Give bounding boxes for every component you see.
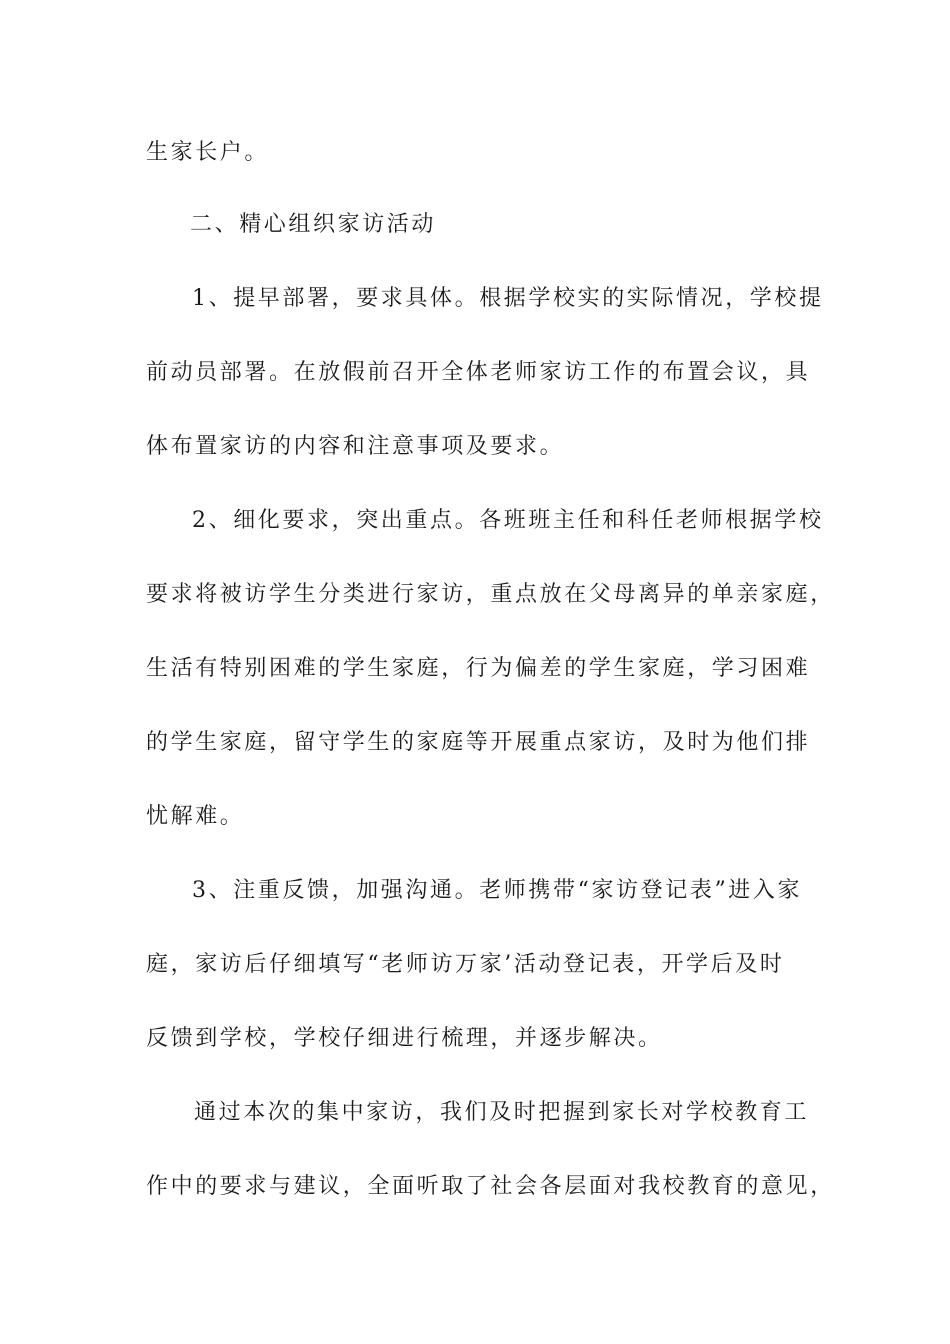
text-line: 2、细化要求，突出重点。各班班主任和科任老师根据学校 bbox=[192, 508, 824, 533]
text-line: 忧解难。 bbox=[146, 804, 245, 829]
text-line: 反馈到学校，学校仔细进行梳理，并逐步解决。 bbox=[146, 1026, 663, 1051]
text-line: 3、注重反馈，加强沟通。老师携带“家访登记表”进入家 bbox=[192, 878, 803, 903]
section-heading: 二、精心组织家访活动 bbox=[190, 212, 437, 237]
text-line: 生家长户。 bbox=[146, 140, 270, 165]
text-line: 作中的要求与建议，全面听取了社会各层面对我校教育的意见， bbox=[146, 1174, 835, 1199]
text-line: 要求将被访学生分类进行家访，重点放在父母离异的单亲家庭， bbox=[146, 582, 835, 607]
text-line: 的学生家庭，留守学生的家庭等开展重点家访，及时为他们排 bbox=[146, 730, 811, 755]
text-line: 通过本次的集中家访，我们及时把握到家长对学校教育工 bbox=[194, 1100, 810, 1125]
text-line: 庭，家访后仔细填写“老师访万家’活动登记表，开学后及时 bbox=[146, 952, 785, 977]
text-line: 1、提早部署，要求具体。根据学校实的实际情况，学校提 bbox=[192, 286, 824, 311]
text-line: 体布置家访的内容和注意事项及要求。 bbox=[146, 434, 565, 459]
text-line: 生活有特别困难的学生家庭，行为偏差的学生家庭，学习困难 bbox=[146, 656, 811, 681]
text-line: 前动员部署。在放假前召开全体老师家访工作的布置会议，具 bbox=[146, 360, 811, 385]
